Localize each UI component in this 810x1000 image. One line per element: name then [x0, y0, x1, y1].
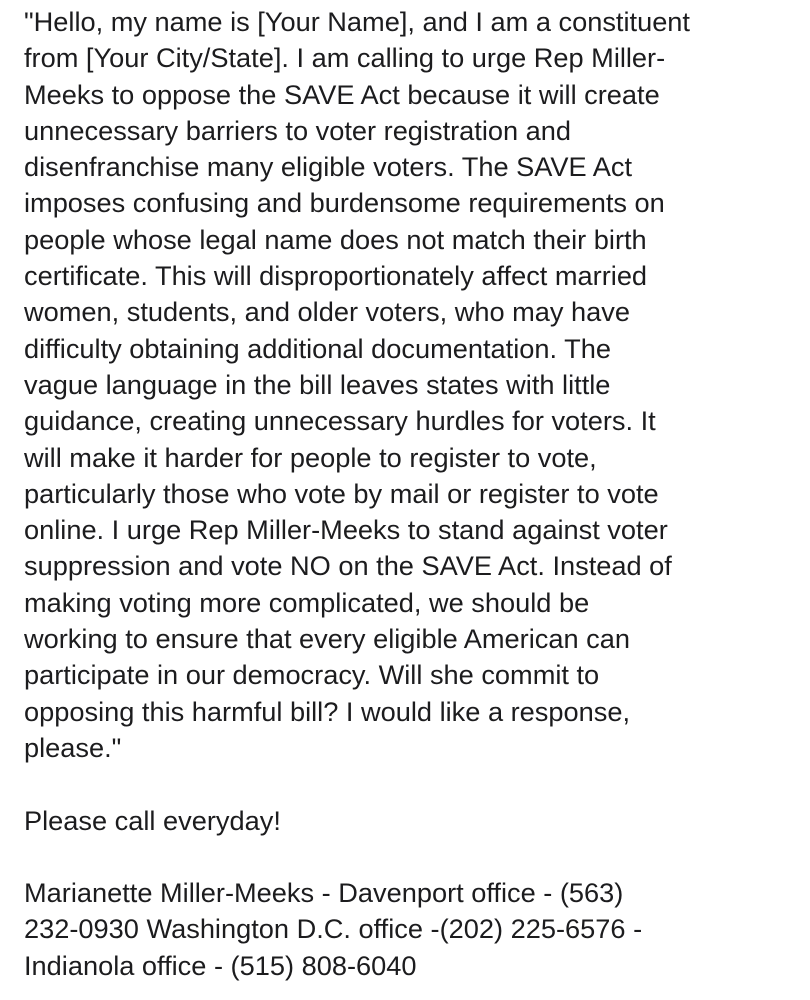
- paragraph-spacer: [24, 766, 804, 802]
- call-to-action-paragraph: Please call everyday!: [24, 804, 281, 836]
- paragraph-spacer: [24, 839, 804, 875]
- call-script-paragraph: "Hello, my name is [Your Name], and I am a constituent from [Your City/State]. I am calling to urge Rep Miller- Meeks to oppose the SAVE Act because it will create unnecessary barriers to voter registration and disenfranchise many eligible voters. The SAVE Act imposes confusing and burdensome requirements on people whose legal name does not match their birth certificate. This will disproportionately affect married women, students, and older voters, who may have difficulty obtaining additional documentation. The vague language in the bill leaves states with little guidance, creating unnecessary hurdles for voters. It will make it harder for people to register to vote, particularly those who vote by mail or register to vote online. I urge Rep Miller-Meeks to stand against voter suppression and vote NO on the SAVE Act. Instead of making voting more complicated, we should be working to ensure that every eligible American can participate in our democracy. Will she commit to opposing this harmful bill? I would like a response, please.": [24, 6, 690, 763]
- contact-info-paragraph: Marianette Miller-Meeks - Davenport office - (563) 232-0930 Washington D.C. office -(202) 225-6576 - Indianola office - (515) 808-6040: [24, 877, 643, 981]
- post-body: [24, 4, 804, 984]
